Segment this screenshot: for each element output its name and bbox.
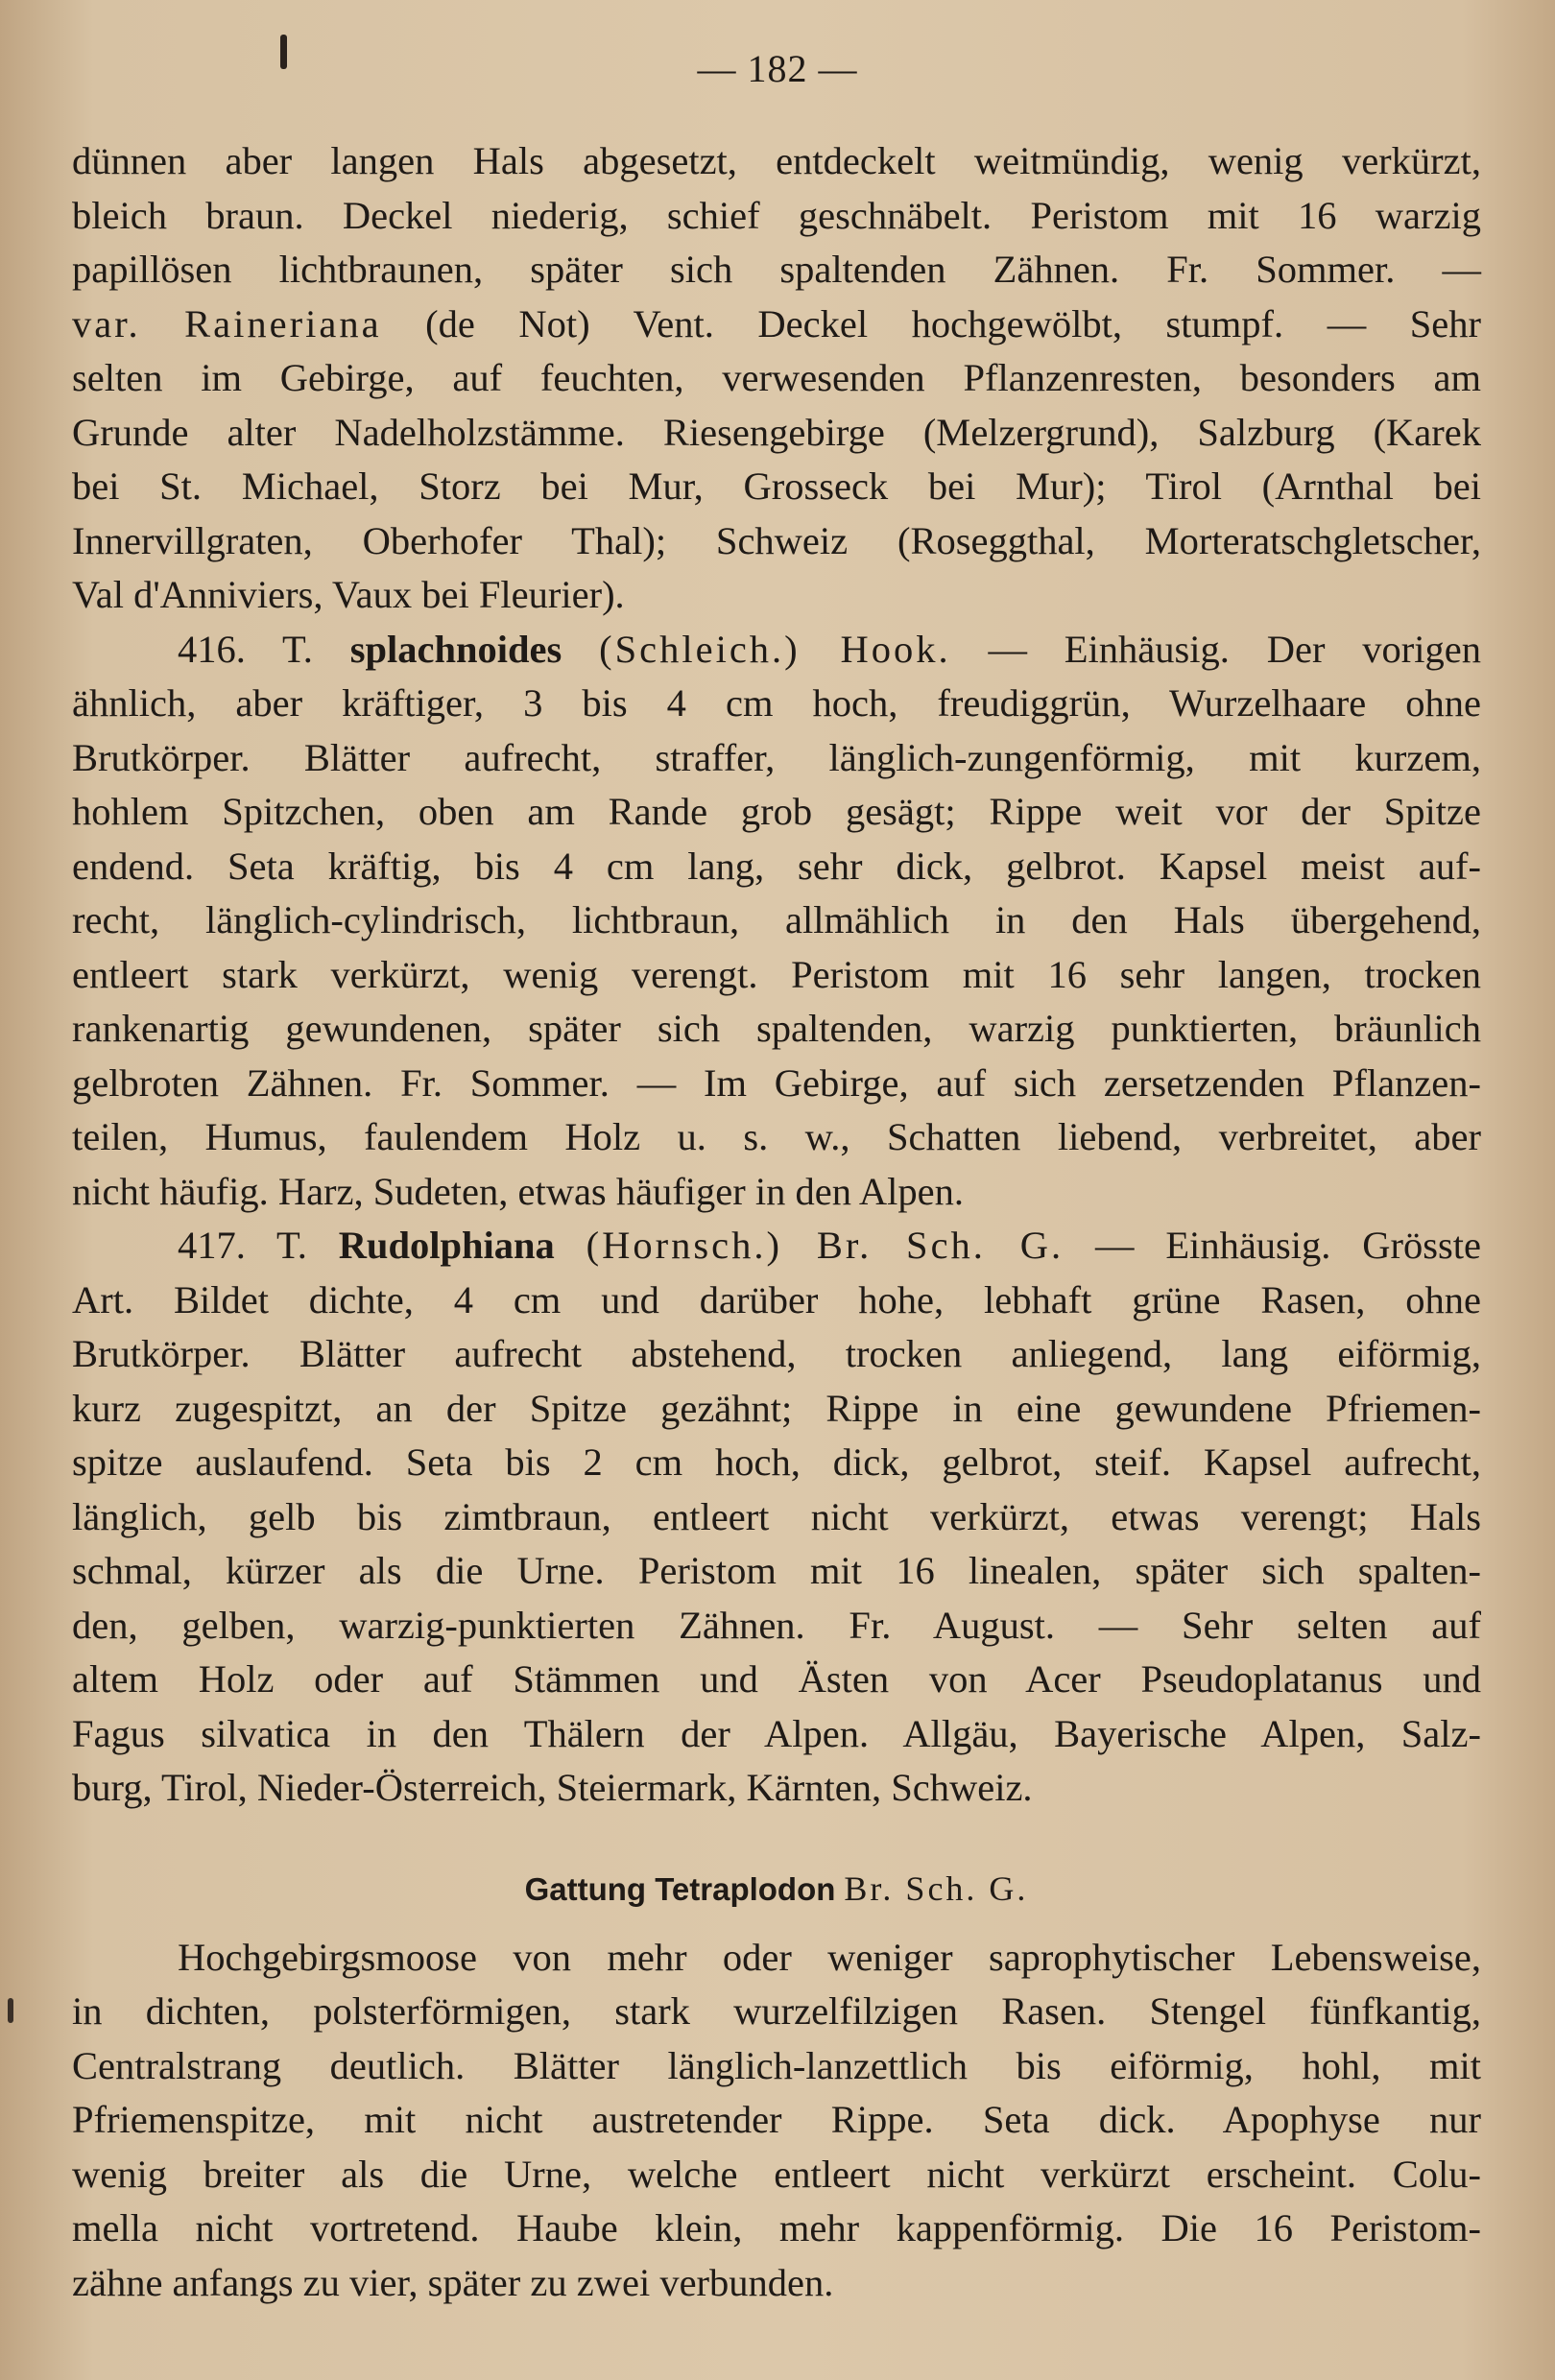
text-line: Centralstrang deutlich. Blätter länglich-lanzettlich bis eiförmig, hohl, mit: [72, 2043, 1481, 2087]
text-line: Grunde alter Nadelholzstämme. Riesengebirge (Melzergrund), Salzburg (Karek: [72, 410, 1481, 454]
text-line: papillösen lichtbraunen, später sich spaltenden Zähnen. Fr. Sommer. —: [72, 248, 1481, 291]
species-number: 417. T.: [178, 1224, 307, 1267]
species-name: splachnoides: [349, 627, 562, 671]
text-line: endend. Seta kräftig, bis 4 cm lang, sehr dick, gelbrot. Kapsel meist auf-: [72, 844, 1481, 888]
text-line: mella nicht vortretend. Haube klein, mehr kappenförmig. Die 16 Peristom-: [72, 2206, 1481, 2249]
ink-mark: [8, 1998, 13, 2023]
species-text: — Einhäusig. Der vorigen: [988, 627, 1482, 671]
species-name: Rudolphiana: [338, 1224, 555, 1267]
text-line: bleich braun. Deckel niederig, schief geschnäbelt. Peristom mit 16 warzig: [72, 193, 1481, 237]
text-line: entleert stark verkürzt, wenig verengt. Peristom mit 16 sehr langen, trocken: [72, 952, 1481, 996]
text-line: spitze auslaufend. Seta bis 2 cm hoch, dick, gelbrot, steif. Kapsel aufrecht,: [72, 1440, 1481, 1484]
species-entry-416: [72, 623, 1481, 678]
text-line: Pfriemenspitze, mit nicht austretender Rippe. Seta dick. Apophyse nur: [72, 2098, 1481, 2141]
text-line: kurz zugespitzt, an der Spitze gezähnt; Rippe in eine gewundene Pfriemen-: [72, 1386, 1481, 1430]
text-line: dünnen aber langen Hals abgesetzt, entdeckelt weitmündig, wenig verkürzt,: [72, 139, 1481, 182]
species-text: — Einhäusig. Grösste: [1094, 1224, 1482, 1267]
species-entry-417: [72, 1219, 1481, 1273]
text-line: burg, Tirol, Nieder-Österreich, Steiermark, Kärnten, Schweiz.: [72, 1766, 1033, 1809]
text-line: Val d'Anniviers, Vaux bei Fleurier).: [72, 573, 625, 616]
text-line: Brutkörper. Blätter aufrecht abstehend, trocken anliegend, lang eiförmig,: [72, 1332, 1481, 1375]
species-author: (Hornsch.) Br. Sch. G.: [586, 1224, 1065, 1267]
variety-prefix: var.: [72, 301, 141, 345]
text-line: Fagus silvatica in den Thälern der Alpen. Allgäu, Bayerische Alpen, Salz-: [72, 1711, 1481, 1755]
genus-heading: [72, 1862, 1481, 1916]
text-line: wenig breiter als die Urne, welche entleert nicht verkürzt erscheint. Colu-: [72, 2152, 1481, 2196]
text-line: selten im Gebirge, auf feuchten, verwesenden Pflanzenresten, besonders am: [72, 356, 1481, 399]
text-line: rankenartig gewundenen, später sich spaltenden, warzig punktierten, bräunlich: [72, 1007, 1481, 1050]
page-number: — 182 —: [697, 47, 858, 90]
page-body: [72, 134, 1481, 2310]
text-line: teilen, Humus, faulendem Holz u. s. w., Schatten liebend, verbreitet, aber: [72, 1115, 1481, 1158]
text-line: Art. Bildet dichte, 4 cm und darüber hohe, lebhaft grüne Rasen, ohne: [72, 1277, 1481, 1321]
variety-name: Raineriana: [184, 301, 382, 345]
text-line: den, gelben, warzig-punktierten Zähnen. Fr. August. — Sehr selten auf: [72, 1603, 1481, 1647]
text-line: Innervillgraten, Oberhofer Thal); Schweiz (Roseggthal, Morteratschgletscher,: [72, 518, 1481, 562]
variety-text: (de Not) Vent. Deckel hochgewölbt, stumpf. — Sehr: [425, 301, 1482, 345]
text-line: Hochgebirgsmoose von mehr oder weniger saprophytischer Lebensweise,: [178, 1935, 1481, 1979]
text-line: recht, länglich-cylindrisch, lichtbraun, allmählich in den Hals übergehend,: [72, 898, 1481, 941]
text-line: [72, 298, 1481, 352]
text-line: nicht häufig. Harz, Sudeten, etwas häufiger in den Alpen.: [72, 1169, 964, 1213]
species-author: (Schleich.) Hook.: [599, 627, 951, 671]
text-line: zähne anfangs zu vier, später zu zwei verbunden.: [72, 2260, 834, 2304]
text-line: Brutkörper. Blätter aufrecht, straffer, länglich-zungenförmig, mit kurzem,: [72, 735, 1481, 779]
text-line: hohlem Spitzchen, oben am Rande grob gesägt; Rippe weit vor der Spitze: [72, 790, 1481, 833]
text-line: bei St. Michael, Storz bei Mur, Grosseck bei Mur); Tirol (Arnthal bei: [72, 464, 1481, 508]
text-line: altem Holz oder auf Stämmen und Ästen von Acer Pseudoplatanus und: [72, 1657, 1481, 1701]
text-line: gelbroten Zähnen. Fr. Sommer. — Im Gebirge, auf sich zersetzenden Pflanzen-: [72, 1060, 1481, 1105]
species-number: 416. T.: [178, 627, 313, 671]
text-line: ähnlich, aber kräftiger, 3 bis 4 cm hoch, freudiggrün, Wurzelhaare ohne: [72, 681, 1481, 725]
text-line: länglich, gelb bis zimtbraun, entleert nicht verkürzt, etwas verengt; Hals: [72, 1494, 1481, 1538]
text-line: schmal, kürzer als die Urne. Peristom mit 16 linealen, später sich spalten-: [72, 1549, 1481, 1592]
text-line: in dichten, polsterförmigen, stark wurzelfilzigen Rasen. Stengel fünfkantig,: [72, 1989, 1481, 2033]
genus-title: Gattung Tetraplodon: [524, 1870, 836, 1907]
genus-author: Br. Sch. G.: [844, 1868, 1029, 1908]
